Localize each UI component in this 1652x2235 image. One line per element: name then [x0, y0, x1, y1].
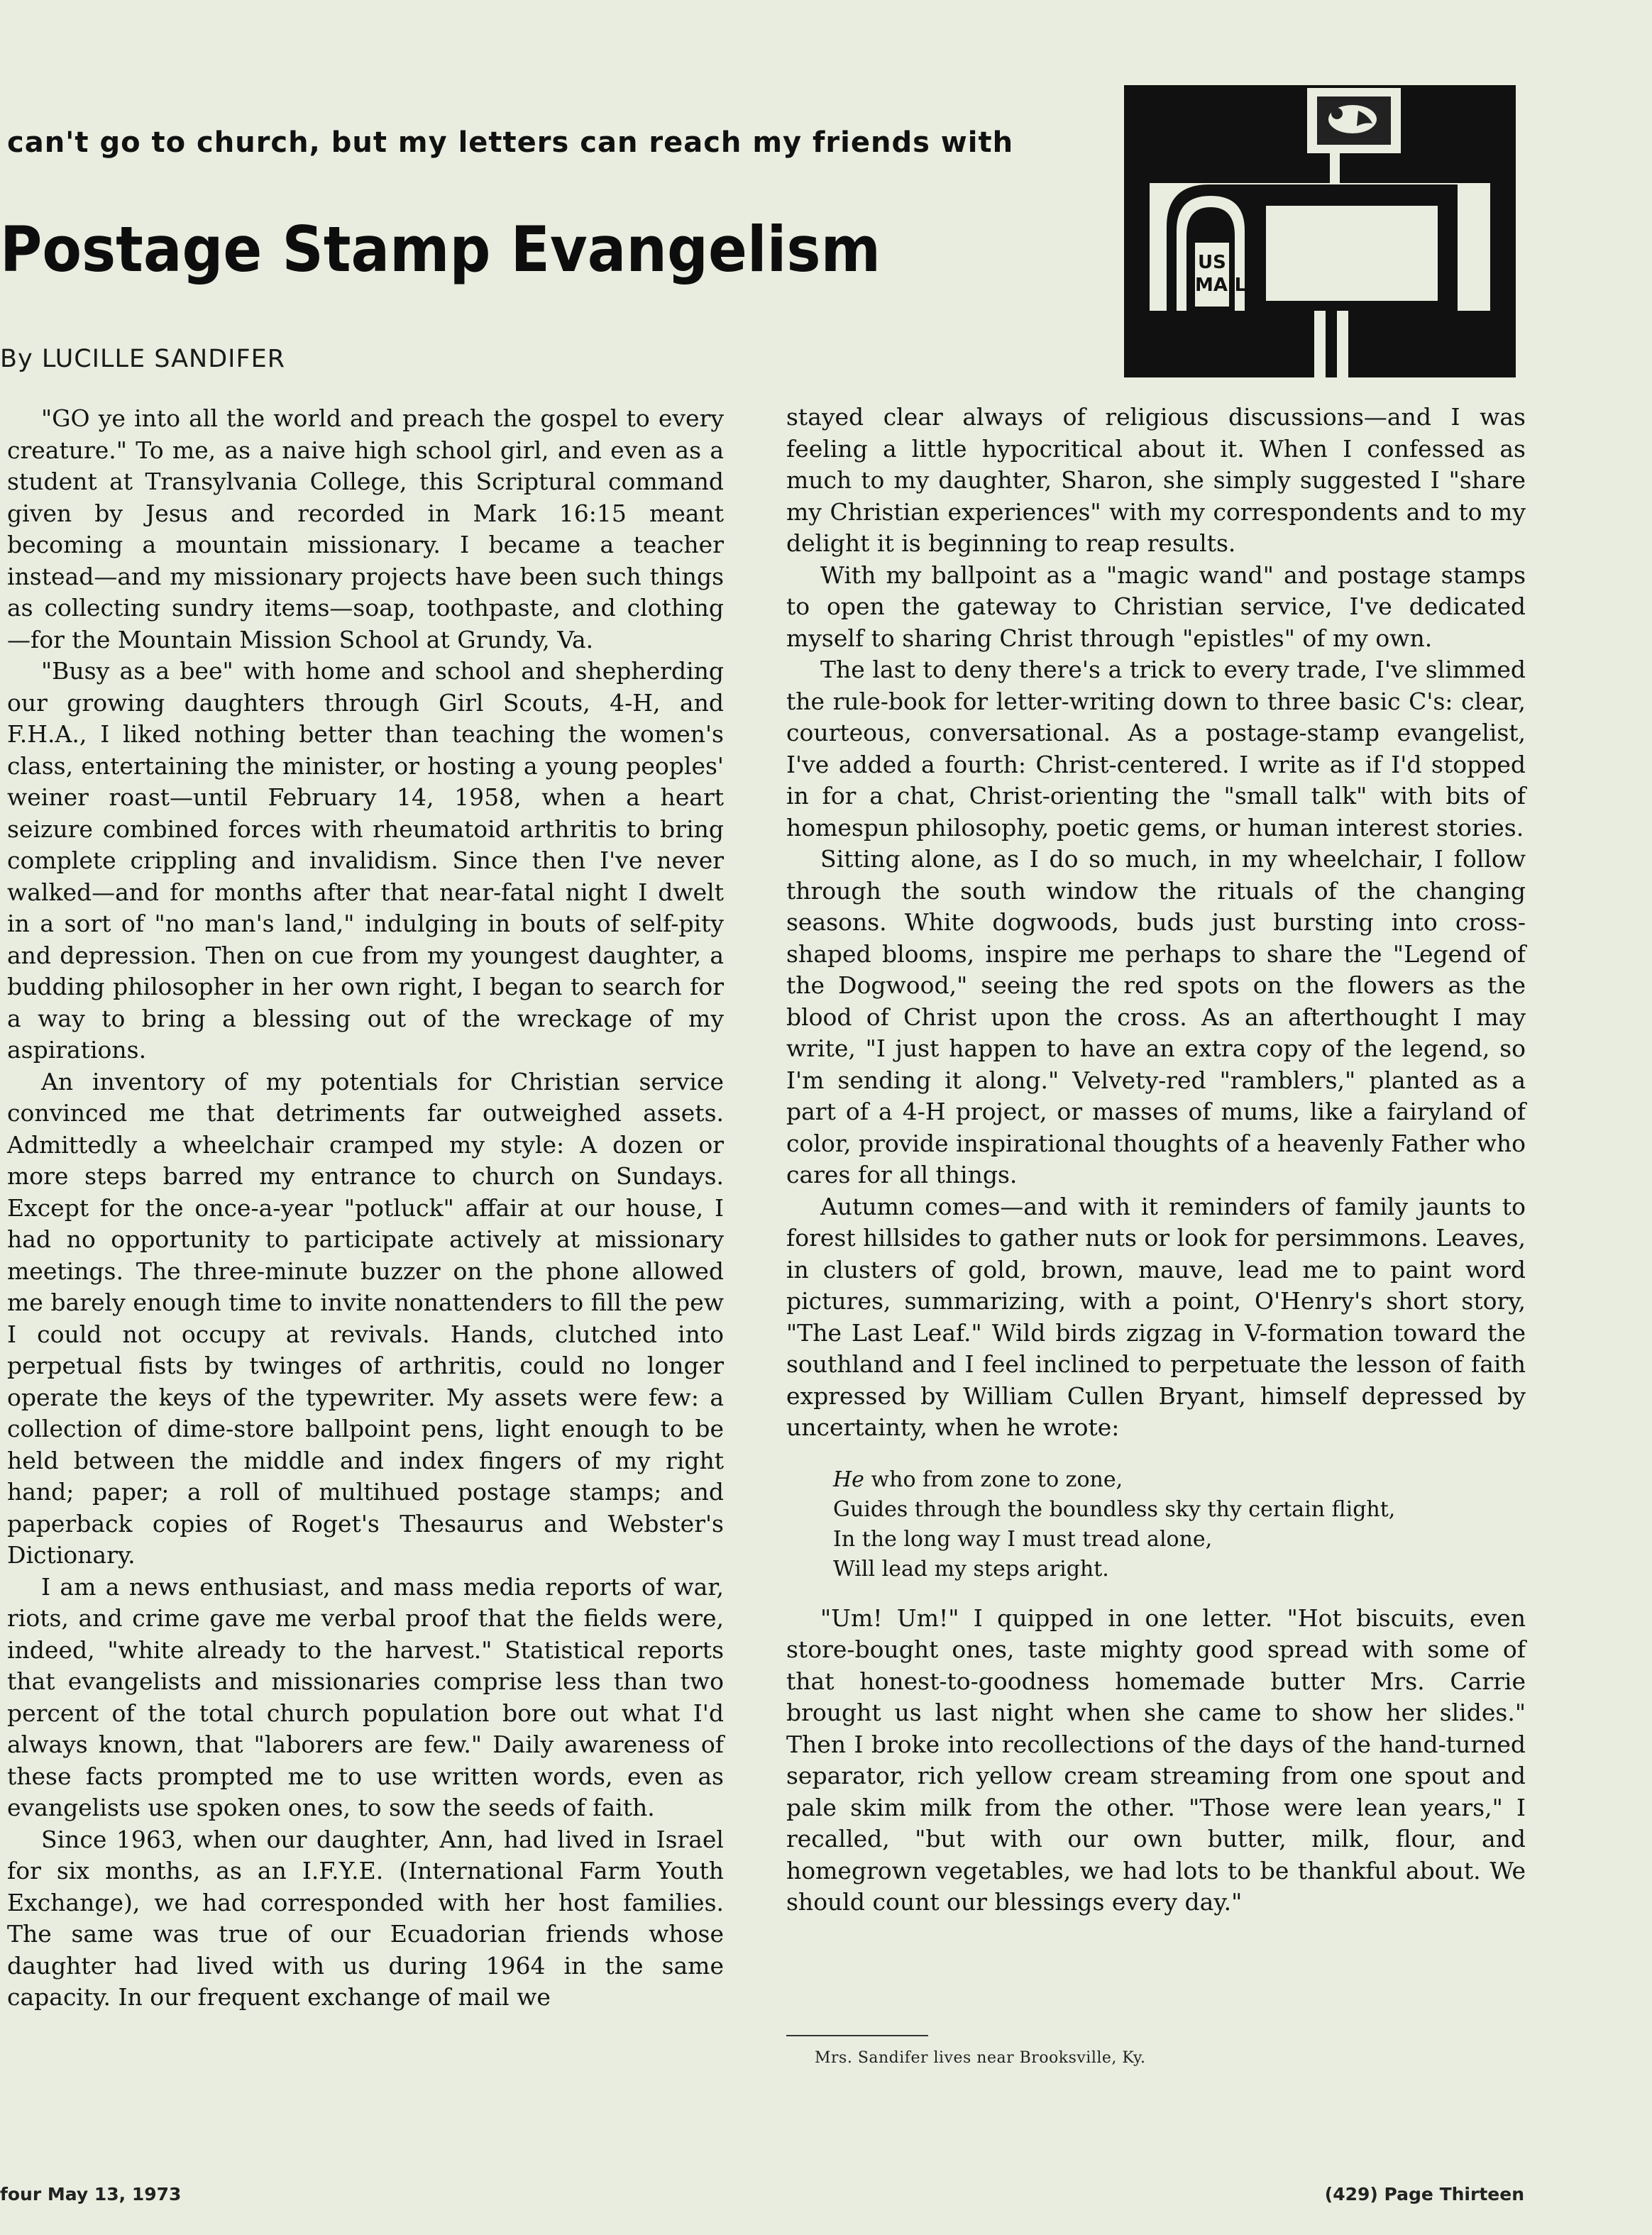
paragraph: "Um! Um!" I quipped in one letter. "Hot biscuits, even store-bought ones, taste mighty good spread with some of that honest-to-goodness homemade butter Mrs. Carrie brought us last night when she came to show her slides." Then I broke into recollections of the days of the hand-turned separator, rich yellow cream streaming from one spout and pale skim milk from the other. "Those were lean years," I recalled, "but with our own butter, milk, flour, and homegrown vegetables, we had lots to be thankful about. We should count our blessings every day." [786, 1604, 1526, 1916]
paragraph: Since 1963, when our daughter, Ann, had lived in Israel for six months, as an I.F.Y.E. (International Farm Youth Exchange), we had corresponded with her host families. The same was true of our Ecuadorian friends whose daughter had lived with us during 1964 in the same capacity. In our frequent exchange of mail we [7, 1825, 724, 2011]
footer-page-number: (429) Page Thirteen [1324, 2184, 1524, 2204]
paragraph: Autumn comes—and with it reminders of family jaunts to forest hillsides to gather nuts or look for persimmons. Leaves, in clusters of gold, brown, mauve, lead me to paint word pictures, summarizing, with a point, O'Henry's short story, "The Last Leaf." Wild birds zigzag in V-formation toward the southland and I feel inclined to perpetuate the lesson of faith expressed by William Cullen Bryant, himself depressed by uncertainty, when he wrote: [786, 1192, 1526, 1441]
paragraph: An inventory of my potentials for Christian service convinced me that detriments far outweighed assets. Admittedly a wheelchair cramped my style: A dozen or more steps barred my entrance to church on Sundays. Except for the once-a-year "potluck" affair at our house, I had no opportunity to participate actively at missionary meetings. The three-minute buzzer on the phone allowed me barely enough time to invite nonattenders to fill the pew I could not occupy at revivals. Hands, clutched into perpetual fists by twinges of arthritis, could no longer operate the keys of the typewriter. My assets were few: a collection of dime-store ballpoint pens, light enough to be held between the middle and index fingers of my right hand; paper; a roll of multihued postage stamps; and paperback copies of Roget's Thesaurus and Webster's Dictionary. [7, 1067, 724, 1569]
footer-date: four May 13, 1973 [0, 2184, 182, 2204]
poem-line: He who from zone to zone, [833, 1467, 1123, 1492]
author-footnote: Mrs. Sandifer lives near Brooksville, Ky. [815, 2049, 1146, 2067]
poem-quote [833, 1465, 1526, 1584]
poem-line: In the long way I must tread alone, [833, 1526, 1213, 1552]
article-byline: By LUCILLE SANDIFER [0, 345, 286, 373]
paragraph: stayed clear always of religious discussions—and I was feeling a little hypocritical about it. When I confessed as much to my daughter, Sharon, she simply suggested I "share my Christian experiences" with my correspondents and to my delight it is beginning to reap results. [786, 403, 1526, 557]
paragraph: I am a news enthusiast, and mass media reports of war, riots, and crime gave me verbal proof that the fields were, indeed, "white already to the harvest." Statistical reports that evangelists and missionaries comprise less than two percent of the total church population bore out what I'd always known, that "laborers are few." Daily awareness of these facts prompted me to use written words, even as evangelists use spoken ones, to sow the seeds of faith. [7, 1572, 724, 1821]
article-title: Postage Stamp Evangelism [0, 213, 881, 286]
paragraph: Sitting alone, as I do so much, in my wheelchair, I follow through the south window the rituals of the changing seasons. White dogwoods, buds just bursting into cross-shaped blooms, inspire me perhaps to share the "Legend of the Dogwood," seeing the red spots on the flowers as the blood of Christ upon the cross. As an afterthought I may write, "I just happen to have an extra copy of the legend, so I'm sending it along." Velvety-red "ramblers," planted as a part of a 4-H project, or masses of mums, like a fairyland of color, provide inspirational thoughts of a heavenly Father who cares for all things. [786, 845, 1526, 1188]
article-kicker: can't go to church, but my letters can reach my friends with [7, 126, 1014, 159]
left-column [7, 403, 724, 2014]
postage-stamp-icon [1307, 88, 1401, 153]
paragraph: The last to deny there's a trick to every trade, I've slimmed the rule-book for letter-writing down to three basic C's: clear, courteous, conversational. As a postage-stamp evangelist, I've added a fourth: Christ-centered. I write as if I'd stopped in for a chat, Christ-orienting the "small talk" with bits of homespun philosophy, poetic gems, or human interest stories. [786, 656, 1526, 841]
poem-line: Will lead my steps aright. [833, 1556, 1109, 1582]
paragraph: With my ballpoint as a "magic wand" and postage stamps to open the gateway to Christian service, I've dedicated myself to sharing Christ through "epistles" of my own. [786, 561, 1526, 652]
paragraph: "GO ye into all the world and preach the gospel to every creature." To me, as a naive high school girl, and even as a student at Transylvania College, this Scriptural command given by Jesus and recorded in Mark 16:15 meant becoming a mountain missionary. I became a teacher instead—and my missionary projects have been such things as collecting sundry items—soap, toothpaste, and clothing—for the Mountain Mission School at Grundy, Va. [7, 404, 724, 653]
mailbox-label-mail: MAIL [1195, 275, 1247, 296]
poem-line: Guides through the boundless sky thy certain flight, [833, 1496, 1396, 1522]
right-column [786, 402, 1526, 1919]
mailbox-icon [1167, 184, 1458, 311]
poem-first-word: He [833, 1467, 864, 1492]
mailbox-label-us: US [1198, 252, 1226, 273]
footnote-rule [786, 2035, 928, 2036]
mailbox-illustration [1124, 85, 1516, 377]
paragraph: "Busy as a bee" with home and school and shepherding our growing daughters through Girl Scouts, 4-H, and F.H.A., I liked nothing better than teaching the women's class, entertaining the minister, or hosting a young peoples' weiner roast—until February 14, 1958, when a heart seizure combined forces with rheumatoid arthritis to bring complete crippling and invalidism. Since then I've never walked—and for months after that near-fatal night I dwelt in a sort of "no man's land," indulging in bouts of self-pity and depression. Then on cue from my youngest daughter, a budding philosopher in her own right, I began to search for a way to bring a blessing out of the wreckage of my aspirations. [7, 657, 724, 1064]
